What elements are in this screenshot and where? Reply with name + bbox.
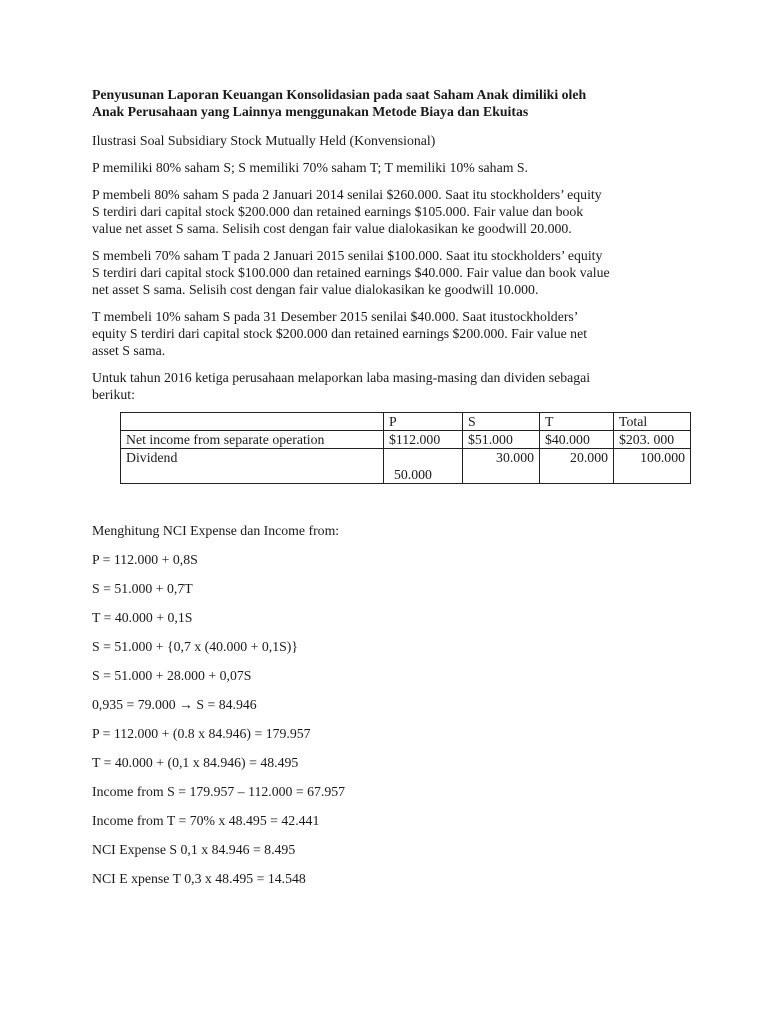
table-row [121,449,691,484]
calc-line: T = 40.000 + (0,1 x 84.946) = 48.495 [92,755,299,770]
table-header-cell: S [463,413,540,431]
calc-line: T = 40.000 + 0,1S [92,610,193,625]
para3-line: equity S terdiri dari capital stock $200.000 dan retained earnings $200.000. Fair value net [92,326,588,341]
calc-line: NCI E xpense T 0,3 x 48.495 = 14.548 [92,871,306,886]
para3-line: asset S sama. [92,343,166,358]
table-cell: $40.000 [540,431,614,449]
para4-line: Untuk tahun 2016 ketiga perusahaan melaporkan laba masing-masing dan dividen sebagai [92,370,591,385]
table-cell: 20.000 [540,449,614,484]
table-cell: 30.000 [463,449,540,484]
table-cell: $203. 000 [614,431,691,449]
calc-line: S = 51.000 + {0,7 x (40.000 + 0,1S)} [92,639,298,654]
para2-line: net asset S sama. Selisih cost dengan fair value dialokasikan ke goodwill 10.000. [92,282,539,297]
calc-line: P = 112.000 + 0,8S [92,552,198,567]
para4-line: berikut: [92,387,135,402]
para1-line: S terdiri dari capital stock $200.000 dan retained earnings $105.000. Fair value dan book [92,204,584,219]
calc-line: NCI Expense S 0,1 x 84.946 = 8.495 [92,842,296,857]
document-title [92,86,692,120]
paragraph-t-purchase [92,308,692,359]
paragraph-s-purchase [92,247,692,298]
table-cell: Dividend [121,449,384,484]
table-cell: Net income from separate operation [121,431,384,449]
subtitle: Ilustrasi Soal Subsidiary Stock Mutually Held (Konvensional) [92,133,436,148]
paragraph-p-purchase [92,186,692,237]
calc-line: S = 51.000 + 0,7T [92,581,193,596]
calc-line: 0,935 = 79.000 → S = 84.946 [92,697,257,712]
ownership-statement: P memiliki 80% saham S; S memiliki 70% saham T; T memiliki 10% saham S. [92,160,528,175]
table-header-cell: P [384,413,463,431]
table-cell: 50.000 [384,449,463,484]
para1-line: value net asset S sama. Selisih cost dengan fair value dialokasikan ke goodwill 20.000. [92,221,572,236]
table-cell: $51.000 [463,431,540,449]
table-header-row [121,413,691,431]
title-line-1: Penyusunan Laporan Keuangan Konsolidasian pada saat Saham Anak dimiliki oleh [92,87,587,102]
calc-line: S = 51.000 + 28.000 + 0,07S [92,668,252,683]
table-row [121,431,691,449]
calc-line: P = 112.000 + (0.8 x 84.946) = 179.957 [92,726,311,741]
para2-line: S membeli 70% saham T pada 2 Januari 2015 senilai $100.000. Saat itu stockholders’ equity [92,248,603,263]
table-header-cell: Total [614,413,691,431]
para1-line: P membeli 80% saham S pada 2 Januari 2014 senilai $260.000. Saat itu stockholders’ equity [92,187,602,202]
table-cell: 100.000 [614,449,691,484]
paragraph-2016 [92,369,692,403]
title-line-2: Anak Perusahaan yang Lainnya menggunakan Metode Biaya dan Ekuitas [92,104,529,119]
calc-line: Income from T = 70% x 48.495 = 42.441 [92,813,320,828]
income-dividend-table [120,412,691,484]
calc-line: Income from S = 179.957 – 112.000 = 67.957 [92,784,346,799]
para3-line: T membeli 10% saham S pada 31 Desember 2015 senilai $40.000. Saat itustockholders’ [92,309,579,324]
para2-line: S terdiri dari capital stock $100.000 dan retained earnings $40.000. Fair value dan book value [92,265,610,280]
document-page [92,86,692,484]
table-header-cell [121,413,384,431]
table-header-cell: T [540,413,614,431]
table-cell: $112.000 [384,431,463,449]
calc-heading: Menghitung NCI Expense dan Income from: [92,523,340,538]
